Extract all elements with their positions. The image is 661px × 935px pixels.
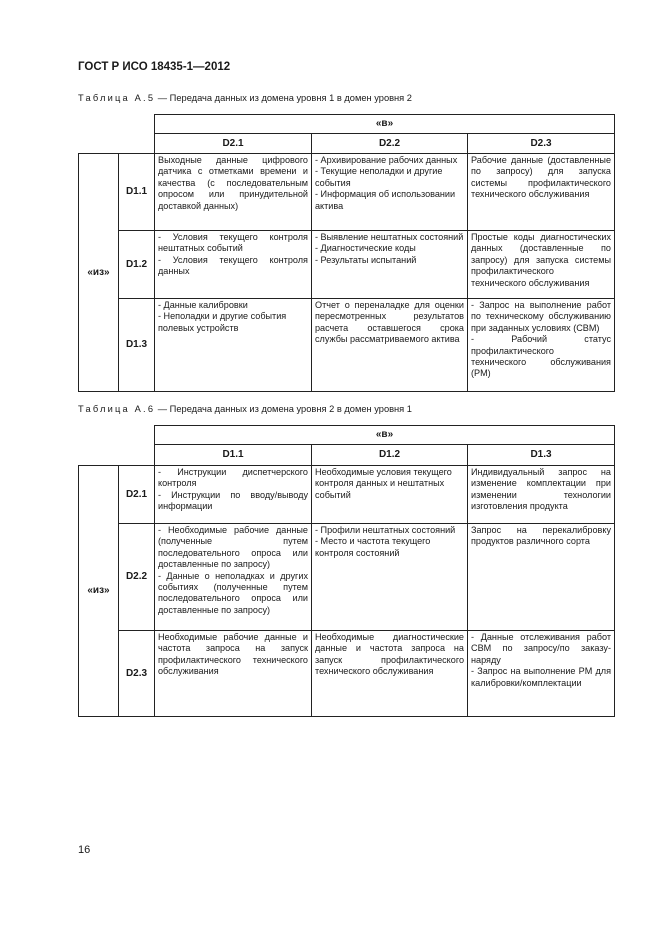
cell-text: Простые коды диагностических данных (доставленные по запросу) для запуска системы профилактического технического обслуживания <box>471 232 611 288</box>
cell-text: - Данные о неполадках и других событиях (полученные путем последовательного опроса или доставленные по запросу) <box>158 570 308 615</box>
table-cell <box>312 466 468 524</box>
cell-text: - Данные калибровки <box>158 300 248 310</box>
table-a6-col-header: D1.1 <box>155 445 312 466</box>
table-row <box>79 299 615 392</box>
table-a6-caption-label: Таблица А.6 <box>78 404 156 414</box>
table-a5 <box>78 114 615 392</box>
table-a5-caption-text: — Передача данных из домена уровня 1 в домен уровня 2 <box>155 93 412 103</box>
table-cell <box>468 466 615 524</box>
cell-text: - Запрос на выполнение PM для калибровки/комплектации <box>471 666 611 688</box>
cell-text: Необходимые условия текущего контроля данных и нештатных событий <box>315 467 452 500</box>
table-cell <box>312 524 468 631</box>
page-number: 16 <box>78 844 91 856</box>
table-row <box>79 154 615 231</box>
table-a5-col-header: D2.3 <box>468 134 615 154</box>
table-cell <box>312 231 468 299</box>
cell-text: - Архивирование рабочих данных <box>315 155 458 165</box>
table-a5-col-header: D2.2 <box>312 134 468 154</box>
cell-text: Отчет о переналадке для оценки пересмотренных результатов расчета оставшегося срока службы рассматриваемого актива <box>315 300 464 345</box>
table-a6-caption <box>78 404 412 414</box>
table-a5-group-from: «из» <box>79 154 119 392</box>
table-a6-group-from: «из» <box>79 466 119 717</box>
table-a6-corner <box>79 426 155 466</box>
table-a5-row-header: D1.2 <box>119 231 155 299</box>
table-a6-group-to: «в» <box>155 426 615 445</box>
table-cell <box>468 231 615 299</box>
cell-text: - Условия текущего контроля данных <box>158 254 308 277</box>
table-cell <box>468 631 615 717</box>
cell-text: - Запрос на выполнение работ по техническому обслуживанию при заданных условиях (CBM) <box>471 300 611 333</box>
table-a6-row-header: D2.3 <box>119 631 155 717</box>
table-cell <box>155 231 312 299</box>
table-cell <box>312 299 468 392</box>
cell-text: - Диагностические коды <box>315 243 416 254</box>
table-cell <box>155 299 312 392</box>
table-a5-caption-label: Таблица А.5 <box>78 93 156 103</box>
table-row <box>79 231 615 299</box>
cell-text: - Профили нештатных состояний <box>315 525 456 535</box>
document-header: ГОСТ Р ИСО 18435-1—2012 <box>78 61 231 73</box>
cell-text: - Информация об использовании актива <box>315 189 456 211</box>
cell-text: Индивидуальный запрос на изменение комплектации при изменении технологии изготовления продукта <box>471 467 611 512</box>
table-a5-group-to: «в» <box>155 115 615 134</box>
table-cell <box>468 524 615 631</box>
table-a6-caption-text: — Передача данных из домена уровня 2 в домен уровня 1 <box>155 404 412 414</box>
table-cell <box>468 299 615 392</box>
cell-text: - Выявление нештатных состояний <box>315 232 464 242</box>
table-cell <box>155 631 312 717</box>
cell-text: - Неполадки и другие события полевых устройств <box>158 311 287 333</box>
table-cell <box>155 524 312 631</box>
table-cell <box>312 631 468 717</box>
table-a5-row-header: D1.3 <box>119 299 155 392</box>
table-cell <box>155 466 312 524</box>
cell-text: Необходимые рабочие данные и частота запроса на запуск профилактического технического обслуживания <box>158 632 308 677</box>
table-row <box>79 466 615 524</box>
table-a5-caption <box>78 93 412 103</box>
table-a5-row-header: D1.1 <box>119 154 155 231</box>
cell-text: - Текущие неполадки и другие события <box>315 166 443 188</box>
table-cell <box>312 154 468 231</box>
table-cell <box>155 154 312 231</box>
table-row <box>79 524 615 631</box>
table-a6-row-header: D2.1 <box>119 466 155 524</box>
cell-text: - Инструкции по вводу/выводу информации <box>158 489 308 512</box>
cell-text: - Рабочий статус профилактического технического обслуживания (PM) <box>471 334 611 379</box>
table-a6 <box>78 425 615 717</box>
table-a6-row-header: D2.2 <box>119 524 155 631</box>
cell-text: Рабочие данные (доставленные по запросу) для запуска системы профилактического технического обслуживания <box>471 155 611 200</box>
cell-text: Выходные данные цифрового датчика с отметками времени и качества (с последовательным опросом или принудительной доставкой данных) <box>158 155 308 211</box>
cell-text: - Условия текущего контроля нештатных событий <box>158 232 308 254</box>
cell-text: - Необходимые рабочие данные (полученные путем последовательного опроса или доставленные по запросу) <box>158 525 308 570</box>
table-a5-corner <box>79 115 155 154</box>
cell-text: Необходимые диагностические данные и частота запроса на запуск профилактического технического обслуживания <box>315 632 464 677</box>
table-a5-col-header: D2.1 <box>155 134 312 154</box>
cell-text: - Инструкции диспетчерского контроля <box>158 467 308 489</box>
table-a6-col-header: D1.3 <box>468 445 615 466</box>
table-cell <box>468 154 615 231</box>
table-row <box>79 631 615 717</box>
table-a6-col-header: D1.2 <box>312 445 468 466</box>
cell-text: - Данные отслеживания работ CBM по запросу/по заказу-наряду <box>471 632 611 665</box>
cell-text: Запрос на перекалибровку продуктов различного сорта <box>471 525 611 547</box>
cell-text: - Место и частота текущего контроля состояний <box>315 536 431 558</box>
cell-text: - Результаты испытаний <box>315 254 417 265</box>
